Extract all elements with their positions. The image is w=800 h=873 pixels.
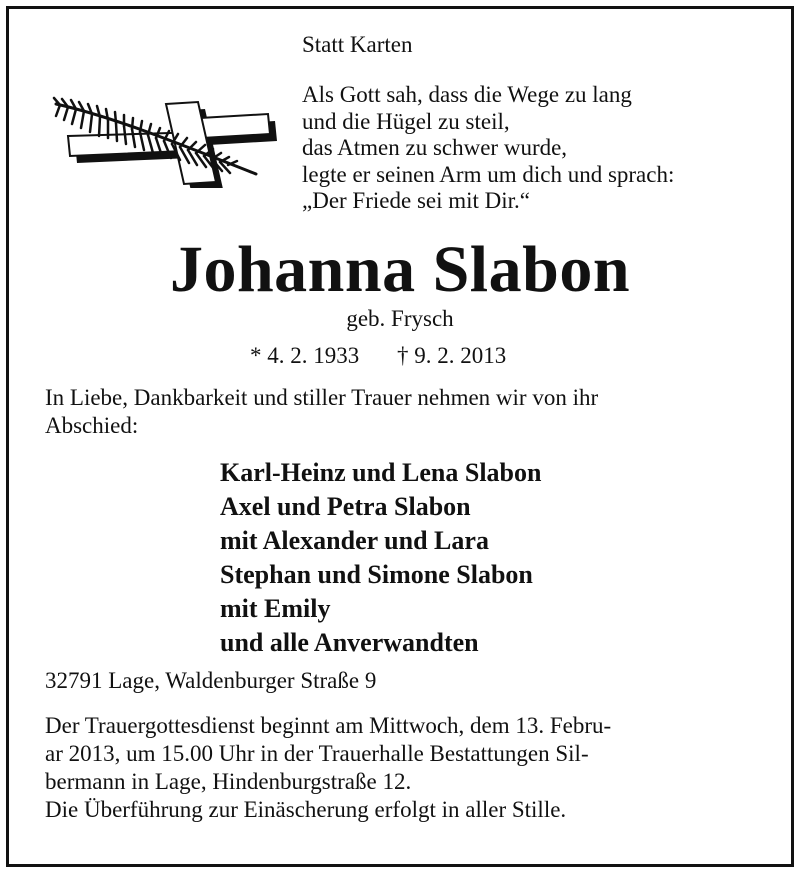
life-dates (250, 343, 506, 369)
intro-line: In Liebe, Dankbarkeit und stiller Trauer nehmen wir von ihr (45, 385, 599, 410)
maiden-name: geb. Frysch (346, 306, 454, 331)
poem-line: das Atmen zu schwer wurde, (302, 135, 568, 160)
mourner-line: Axel und Petra Slabon (220, 492, 471, 521)
mourner-line: und alle Anverwandten (220, 628, 479, 657)
service-line: bermann in Lage, Hindenburgstraße 12. (45, 769, 412, 794)
service-line: Die Überführung zur Einäscherung erfolgt in aller Stille. (45, 797, 567, 822)
service-info (45, 712, 757, 824)
poem-line: Als Gott sah, dass die Wege zu lang (302, 82, 632, 107)
service-line: Der Trauergottesdienst beginnt am Mittwoch, dem 13. Febru- (45, 713, 612, 738)
intro-text (45, 384, 765, 440)
family-address: 32791 Lage, Waldenburger Straße 9 (45, 668, 377, 693)
mourner-line: mit Alexander und Lara (220, 526, 489, 555)
mourner-line: mit Emily (220, 594, 331, 623)
header-note: Statt Karten (302, 32, 413, 57)
death-date: † 9. 2. 2013 (397, 343, 507, 368)
poem (302, 82, 674, 215)
poem-line: und die Hügel zu steil, (302, 108, 510, 134)
service-line: ar 2013, um 15.00 Uhr in der Trauerhalle Bestattungen Sil- (45, 741, 589, 766)
poem-line: „Der Friede sei mit Dir.“ (302, 188, 531, 213)
intro-line: Abschied: (45, 413, 139, 438)
birth-date: * 4. 2. 1933 (250, 343, 360, 368)
cross-with-palm-frond-icon (50, 96, 286, 188)
mourners-list (220, 456, 541, 660)
mourner-line: Stephan und Simone Slabon (220, 560, 533, 589)
mourner-line: Karl-Heinz und Lena Slabon (220, 458, 542, 487)
poem-line: legte er seinen Arm um dich und sprach: (302, 161, 675, 187)
deceased-name: Johanna Slabon (169, 233, 631, 306)
